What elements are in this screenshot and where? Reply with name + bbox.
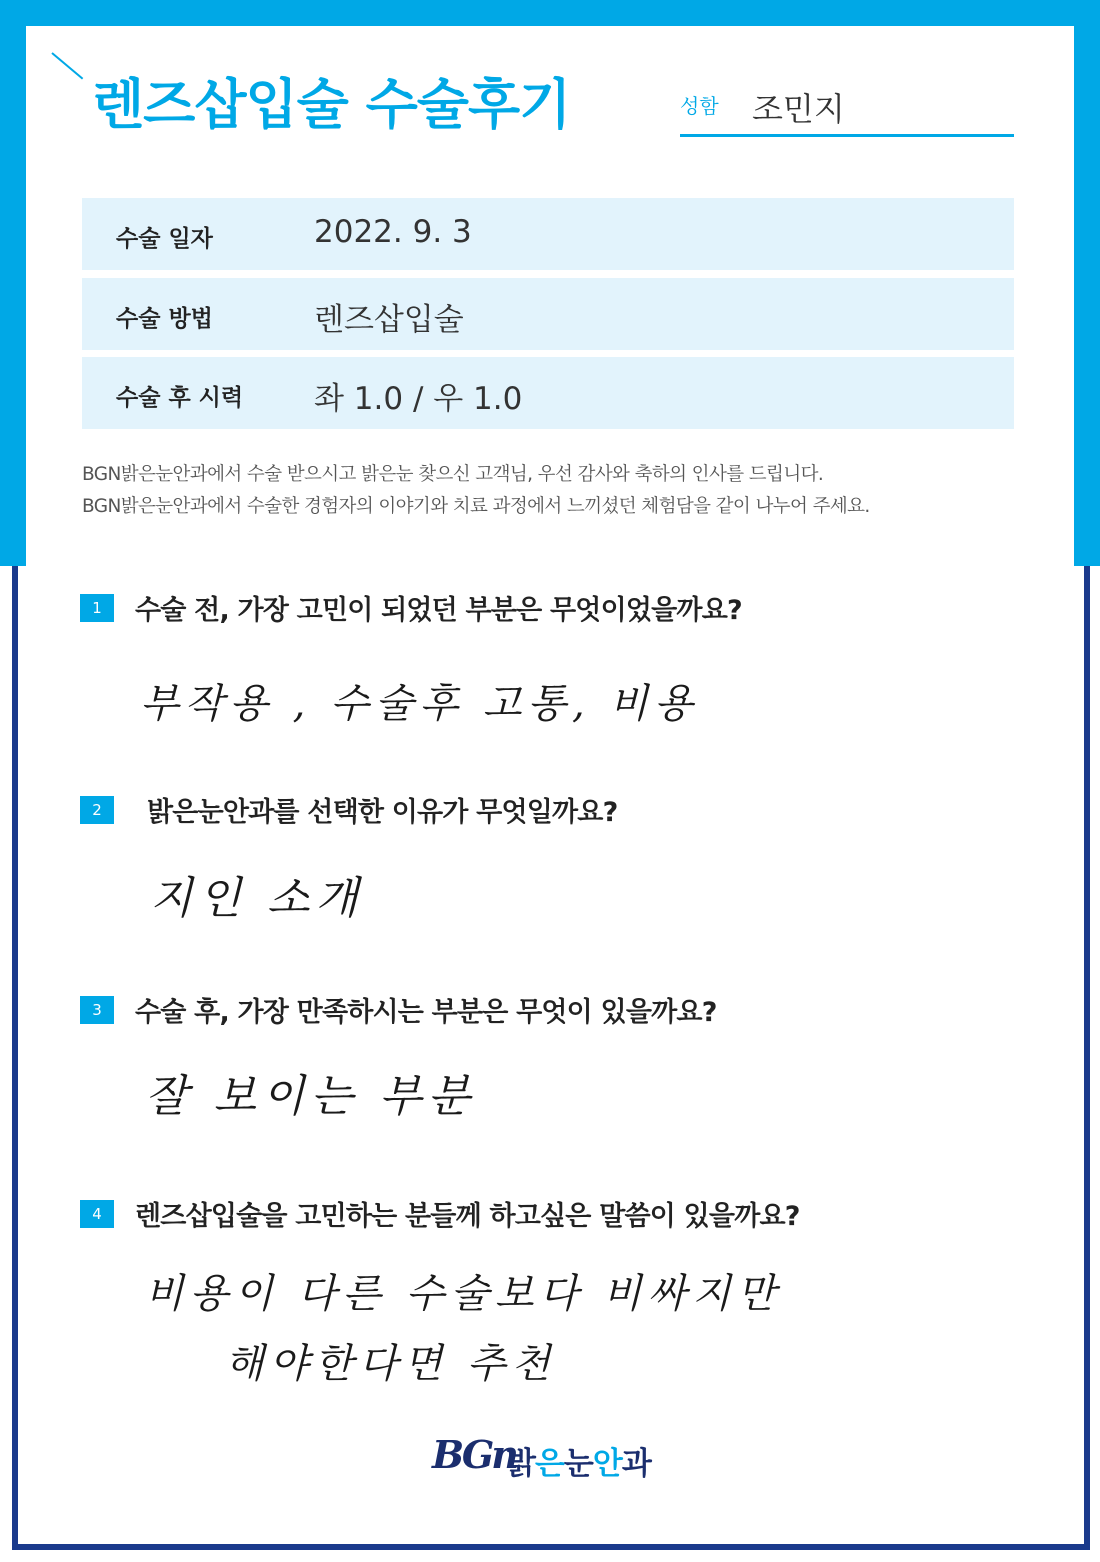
question-text: 수술 후, 가장 만족하시는 부분은 무엇이 있을까요?	[135, 997, 717, 1028]
logo-char: 밝	[506, 1446, 535, 1482]
name-value: 조민지	[752, 90, 845, 128]
question-text: 수술 전, 가장 고민이 되었던 부분은 무엇이었을까요?	[135, 595, 742, 626]
info-label: 수술 일자	[116, 226, 213, 252]
handwritten-answer: 부작용 , 수술후 고통, 비용	[140, 681, 699, 727]
intro-line: BGN밝은눈안과에서 수술 받으시고 밝은눈 찾으신 고객님, 우선 감사와 축하의 인사를 드립니다.	[82, 464, 824, 485]
logo-mark: BGn	[432, 1432, 516, 1477]
info-value: 렌즈삽입술	[314, 302, 464, 338]
name-label: 성함	[680, 94, 719, 118]
logo-char: 안	[592, 1446, 622, 1482]
question-text: 렌즈삽입술을 고민하는 분들께 하고싶은 말씀이 있을까요?	[135, 1201, 800, 1232]
logo-char: 은	[534, 1446, 564, 1482]
logo-wordmark	[506, 1438, 651, 1483]
name-field	[680, 84, 1014, 137]
info-label: 수술 후 시력	[116, 385, 244, 411]
handwritten-answer: 잘 보이는 부분	[145, 1071, 476, 1122]
logo-char: 과	[621, 1446, 651, 1482]
question-text: 밝은눈안과를 선택한 이유가 무엇일까요?	[147, 797, 618, 828]
info-row-vision	[82, 357, 1014, 429]
question-number-badge: 4	[80, 1200, 114, 1228]
page-title: 렌즈삽입술 수술후기	[92, 73, 571, 136]
info-row-method	[82, 278, 1014, 350]
handwritten-answer: 해야한다면 추천	[225, 1341, 557, 1387]
info-row-date	[82, 198, 1014, 270]
handwritten-answer: 비용이 다른 수술보다 비싸지만	[145, 1271, 782, 1317]
question-number-badge: 2	[80, 796, 114, 824]
intro-line: BGN밝은눈안과에서 수술한 경험자의 이야기와 치료 과정에서 느끼셨던 체험담을 같이 나누어 주세요.	[82, 496, 870, 517]
info-label: 수술 방법	[116, 306, 213, 332]
question-number-badge: 3	[80, 996, 114, 1024]
logo-char: 눈	[563, 1446, 593, 1482]
question-number-badge: 1	[80, 594, 114, 622]
info-value: 좌 1.0 / 우 1.0	[314, 381, 523, 417]
info-value: 2022. 9. 3	[314, 214, 472, 250]
handwritten-answer: 지인 소개	[150, 873, 365, 924]
